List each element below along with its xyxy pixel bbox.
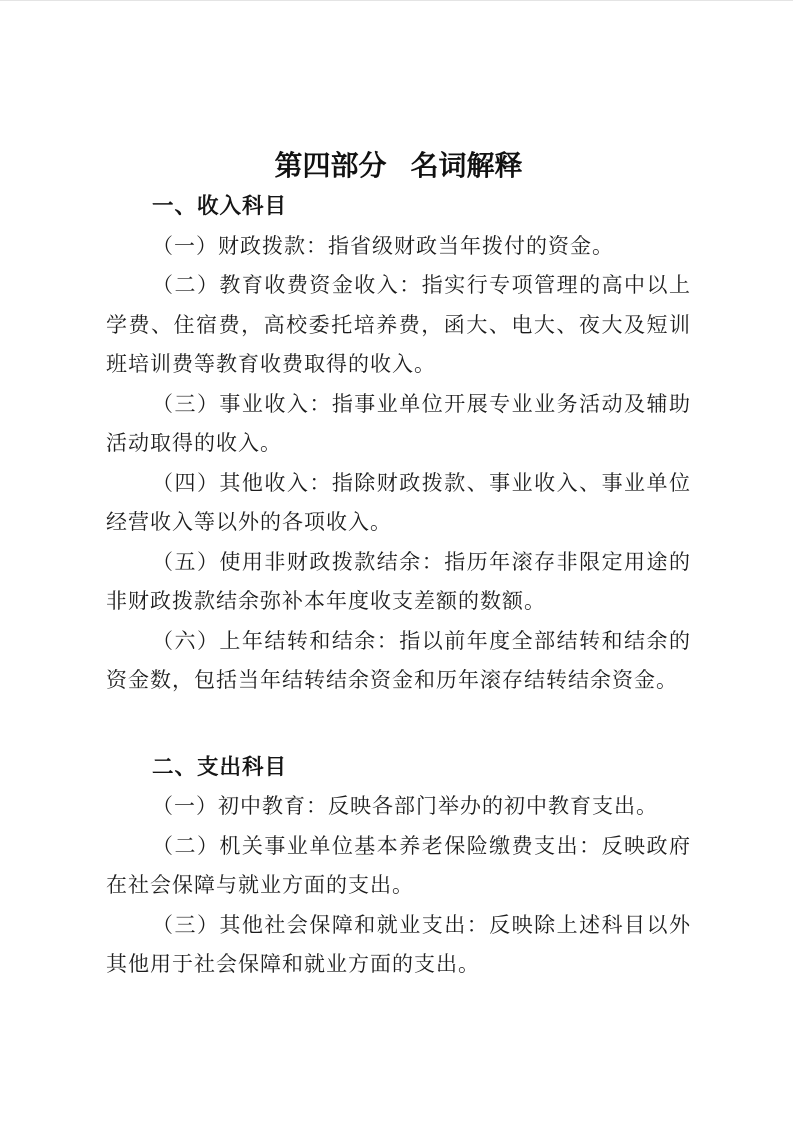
page-title-part: 第四部分 [274,150,387,181]
definition-fiscal-appropriation: （一）财政拨款：指省级财政当年拨付的资金。 [152,233,614,258]
section-expenditure [106,748,691,985]
definition-junior-high-education: （一）初中教育：反映各部门举办的初中教育支出。 [152,794,658,818]
section-heading-expenditure: 二、支出科目 [152,754,288,779]
definition-education-fee-income: （二）教育收费资金收入：指实行专项管理的高中以上学费、住宿费，高校委托培养费，函大、电大、夜大及短训班培训费等教育收费取得的收入。 [106,273,691,376]
page-title [106,149,691,183]
definition-other-income: （四）其他收入：指除财政拨款、事业收入、事业单位经营收入等以外的各项收入。 [106,470,691,534]
definition-pension-contribution: （二）机关事业单位基本养老保险缴费支出：反映政府在社会保障与就业方面的支出。 [106,833,691,897]
definition-institution-income: （三）事业收入：指事业单位开展专业业务活动及辅助活动取得的收入。 [106,391,691,455]
document-content [0,1,793,985]
definition-carryover-and-surplus: （六）上年结转和结余：指以前年度全部结转和结余的资金数，包括当年结转结余资金和历年滚存结转结余资金。 [106,628,691,692]
definition-non-fiscal-surplus-use: （五）使用非财政拨款结余：指历年滚存非限定用途的非财政拨款结余弥补本年度收支差额的数额。 [106,549,691,613]
section-heading-income: 一、收入科目 [152,194,288,218]
section-income [106,187,691,701]
page-title-name: 名词解释 [410,150,523,181]
definition-other-social-security: （三）其他社会保障和就业支出：反映除上述科目以外其他用于社会保障和就业方面的支出。 [106,912,691,976]
